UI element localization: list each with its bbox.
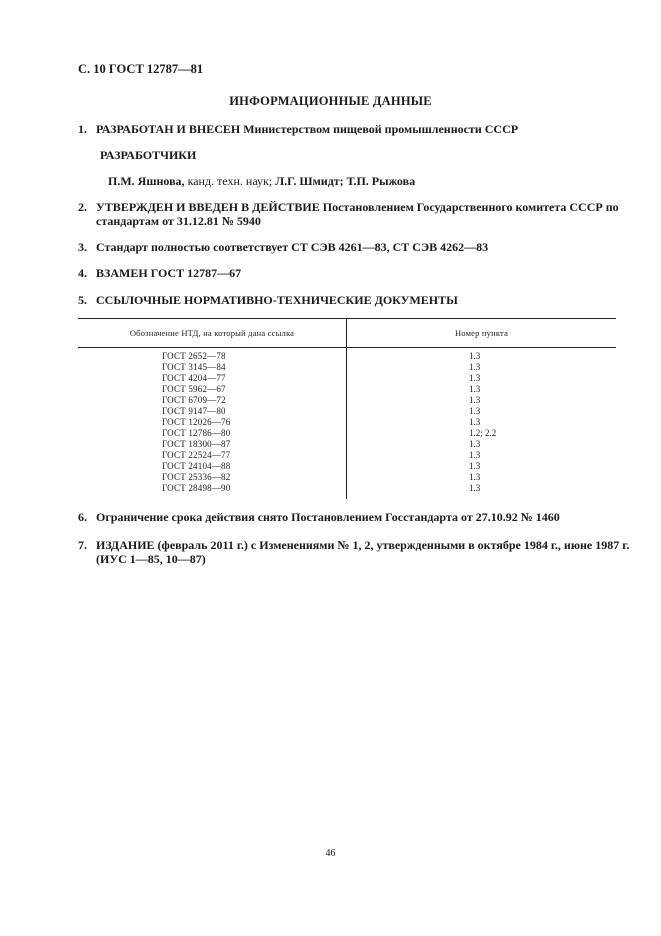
table-cell-designation: ГОСТ 12026—76 [162,417,231,427]
table-cell-designation: ГОСТ 18300—87 [162,439,231,449]
table-cell-clause: 1.3 [469,417,481,427]
table-row [78,439,616,450]
table-cell-designation: ГОСТ 6709—72 [162,395,226,405]
table-cell-clause: 1.3 [469,351,481,361]
table-row [78,428,616,439]
table-cell-designation: ГОСТ 24104—88 [162,461,231,471]
item-7 [78,538,629,553]
table-row [78,351,616,362]
item-6-number: 6. [78,510,87,524]
table-cell-designation: ГОСТ 12786—80 [162,428,231,438]
item-2 [78,200,619,215]
item-4-text: ВЗАМЕН ГОСТ 12787—67 [96,266,242,280]
table-row [78,461,616,472]
table-cell-designation: ГОСТ 9147—80 [162,406,226,416]
table-cell-clause: 1.3 [469,406,481,416]
item-7-continued: (ИУС 1—85, 10—87) [96,552,206,566]
table-row [78,472,616,483]
table-cell-clause: 1.3 [469,373,481,383]
table-cell-designation: ГОСТ 28498—90 [162,483,231,493]
table-header-row [78,319,616,348]
table-row [78,417,616,428]
item-5-number: 5. [78,293,87,307]
page-number: 46 [325,848,336,859]
table-cell-clause: 1.2; 2.2 [469,428,497,438]
table-body [78,351,616,494]
developer-2-3-names: Л.Г. Шмидт; Т.П. Рыжова [275,174,416,188]
table-cell-clause: 1.3 [469,439,481,449]
item-1 [78,122,518,137]
table-row [78,395,616,406]
table-cell-clause: 1.3 [469,483,481,493]
table-cell-designation: ГОСТ 5962—67 [162,384,226,394]
table-cell-clause: 1.3 [469,384,481,394]
table-row [78,373,616,384]
table-cell-clause: 1.3 [469,472,481,482]
item-5 [78,293,458,308]
table-cell-designation: ГОСТ 4204—77 [162,373,226,383]
item-7-number: 7. [78,538,87,552]
item-1-number: 1. [78,122,87,136]
developers-list [108,174,415,189]
item-5-text: ССЫЛОЧНЫЕ НОРМАТИВНО-ТЕХНИЧЕСКИЕ ДОКУМЕНТЫ [96,293,458,307]
section-title: ИНФОРМАЦИОННЫЕ ДАННЫЕ [229,94,432,108]
table-row [78,362,616,373]
item-3-number: 3. [78,240,87,254]
table-cell-clause: 1.3 [469,362,481,372]
table-cell-designation: ГОСТ 3145—84 [162,362,226,372]
item-7-text: ИЗДАНИЕ (февраль 2011 г.) с Изменениями № 1, 2, утвержденными в октябре 1984 г., июне 1987 г. [96,538,630,552]
item-2-continued: стандартам от 31.12.81 № 5940 [96,214,261,228]
item-1-text: Министерством пищевой промышленности СССР [240,122,519,136]
item-4 [78,266,241,281]
item-2-bold: УТВЕРЖДЕН И ВВЕДЕН В ДЕЙСТВИЕ [96,200,320,214]
table-cell-clause: 1.3 [469,461,481,471]
table-row [78,483,616,494]
page-header: С. 10 ГОСТ 12787—81 [78,62,204,76]
developer-1-name: П.М. Яшнова, [108,174,185,188]
item-3 [78,240,488,255]
item-6-text: Ограничение срока действия снято Постановлением Госстандарта от 27.10.92 № 1460 [96,510,560,524]
item-1-bold: РАЗРАБОТАН И ВНЕСЕН [96,122,241,136]
table-cell-clause: 1.3 [469,450,481,460]
item-2-number: 2. [78,200,87,214]
developer-1-title: канд. техн. наук; [184,174,276,188]
table-header-clause: Номер пункта [454,328,509,338]
table-cell-designation: ГОСТ 2652—78 [162,351,226,361]
item-6 [78,510,560,525]
item-3-text: Стандарт полностью соответствует СТ СЭВ 4261—83, СТ СЭВ 4262—83 [96,240,489,254]
developers-label: РАЗРАБОТЧИКИ [100,148,197,162]
table-cell-clause: 1.3 [469,395,481,405]
table-header-designation: Обозначение НТД, на который дана ссылка [129,328,295,338]
table-cell-designation: ГОСТ 25336—82 [162,472,231,482]
table-cell-designation: ГОСТ 22524—77 [162,450,231,460]
item-4-number: 4. [78,266,87,280]
table-row [78,450,616,461]
reference-table [78,318,616,499]
item-2-text: Постановлением Государственного комитета СССР по [319,200,619,214]
table-row [78,406,616,417]
table-row [78,384,616,395]
